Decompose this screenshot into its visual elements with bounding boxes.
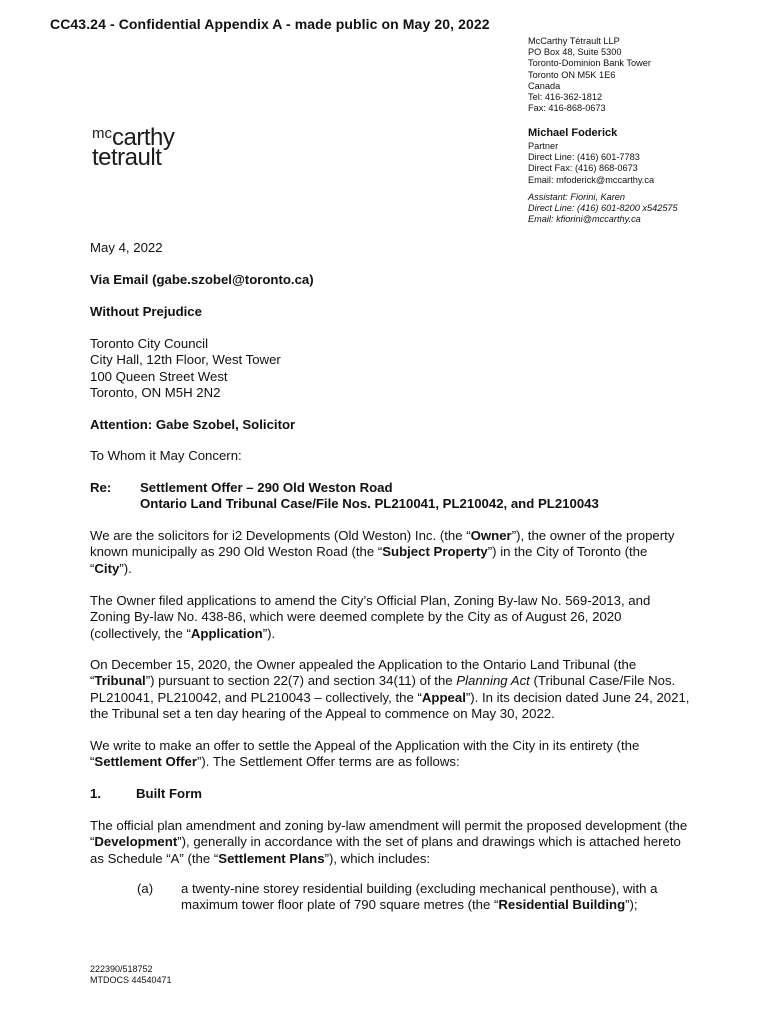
firm-tel: Tel: 416-362-1812: [528, 92, 603, 103]
list-item: [181, 881, 691, 914]
section-number: 1.: [90, 786, 101, 801]
defined-term: Appeal: [421, 689, 466, 705]
firm-address-line: PO Box 48, Suite 5300: [528, 47, 622, 58]
firm-address-line: Toronto-Dominion Bank Tower: [528, 58, 651, 69]
text-run: ”), generally in accordance with the set of plans and drawings which is attached hereto as Schedule “A” (the “: [90, 834, 681, 866]
text-run: On December 15, 2020, the Owner appealed the Application to the Ontario Land Tribunal (the “: [90, 657, 637, 689]
partner-email: Email: mfoderick@mccarthy.ca: [528, 174, 655, 185]
re-line: Ontario Land Tribunal Case/File Nos. PL210041, PL210042, and PL210043: [140, 496, 599, 512]
text-run: ”). In its decision dated June 24, 2021, the Tribunal set a ten day hearing of the Appeal to commence on May 30, 2022.: [90, 689, 690, 721]
firm-name: McCarthy Tétrault LLP: [528, 36, 620, 46]
logo-mc: mc: [92, 125, 112, 142]
text-run: The official plan amendment and zoning by-law amendment will permit the proposed development (the “: [90, 818, 688, 850]
document-footer: [90, 964, 172, 986]
section-title: Built Form: [136, 786, 202, 801]
text-run: ”). The Settlement Offer terms are as follows:: [197, 754, 460, 770]
paragraph-solicitors: [90, 528, 690, 577]
defined-term: Development: [94, 834, 178, 850]
defined-term: Application: [190, 625, 263, 641]
firm-address-block: [528, 36, 651, 114]
assistant-name: Assistant: Fiorini, Karen: [528, 192, 626, 202]
logo-tetrault: tetrault: [92, 144, 162, 171]
defined-term: Owner: [470, 528, 512, 543]
recipient-line: Toronto City Council: [90, 336, 209, 351]
paragraph-application: [90, 593, 690, 642]
defined-term: Residential Building: [498, 897, 626, 913]
text-run: ”);: [625, 897, 638, 913]
paragraph-offer: [90, 738, 690, 771]
partner-direct-line: Direct Line: (416) 601-7783: [528, 152, 640, 163]
recipient-address: [90, 336, 690, 401]
re-label: Re:: [90, 480, 112, 495]
firm-address-line: Toronto ON M5K 1E6: [528, 69, 616, 80]
text-run: a twenty-nine storey residential building (excluding mechanical penthouse), with a maximum tower floor plate of 790 square metres (the “: [181, 881, 658, 913]
partner-name: Michael Foderick: [528, 127, 618, 139]
footer-line: MTDOCS 44540471: [90, 975, 172, 985]
logo-carthy: carthy: [112, 124, 175, 151]
document-header: CC43.24 - Confidential Appendix A - made public on May 20, 2022: [50, 16, 490, 32]
assistant-email: Email: kfiorini@mccarthy.ca: [528, 214, 641, 225]
statute-name: Planning Act: [456, 673, 530, 689]
defined-term: Subject Property: [382, 544, 488, 560]
paragraph-built-form: [90, 818, 690, 867]
text-run: We are the solicitors for i2 Developments (Old Weston) Inc. (the “: [90, 528, 471, 543]
text-run: ”).: [262, 625, 276, 641]
without-prejudice: Without Prejudice: [90, 304, 202, 319]
list-item-label: (a): [137, 881, 154, 896]
text-run: ”), which includes:: [324, 850, 431, 866]
text-run: ”) pursuant to section 22(7) and section 34(11) of the: [145, 673, 457, 689]
defined-term: Tribunal: [94, 673, 146, 689]
recipient-line: Toronto, ON M5H 2N2: [90, 384, 221, 400]
letter-date: May 4, 2022: [90, 240, 163, 255]
defined-term: City: [94, 560, 120, 576]
recipient-line: City Hall, 12th Floor, West Tower: [90, 352, 281, 368]
text-run: ”) in the City of Toronto (the “: [90, 544, 648, 576]
recipient-line: 100 Queen Street West: [90, 368, 228, 384]
assistant-direct-line: Direct Line: (416) 601-8200 x542575: [528, 203, 678, 214]
via-email-line: Via Email (gabe.szobel@toronto.ca): [90, 272, 314, 287]
partner-direct-fax: Direct Fax: (416) 868-0673: [528, 163, 638, 174]
text-run: We write to make an offer to settle the Appeal of the Application with the City in its entirety (the “: [90, 738, 640, 770]
paragraph-appeal: [90, 657, 690, 722]
salutation: To Whom it May Concern:: [90, 448, 242, 463]
firm-country: Canada: [528, 80, 561, 91]
partner-title: Partner: [528, 141, 559, 151]
re-line: Settlement Offer – 290 Old Weston Road: [140, 480, 393, 495]
footer-line: 222390/518752: [90, 964, 153, 974]
defined-term: Settlement Offer: [94, 754, 197, 770]
text-run: (Tribunal Case/File Nos. PL210041, PL210042, and PL210043 – collectively, the “: [90, 673, 676, 705]
mccarthy-tetrault-logo: [92, 124, 175, 171]
text-run: ”), the owner of the property known municipally as 290 Old Weston Road (the “: [90, 528, 675, 560]
firm-fax: Fax: 416-868-0673: [528, 103, 606, 114]
defined-term: Settlement Plans: [218, 850, 325, 866]
text-run: ”).: [119, 560, 132, 576]
partner-block: [528, 126, 654, 186]
re-subject: [140, 480, 599, 513]
assistant-block: [528, 192, 678, 226]
attention-line: Attention: Gabe Szobel, Solicitor: [90, 417, 296, 432]
text-run: The Owner filed applications to amend the City’s Official Plan, Zoning By-law No. 569-2013, and Zoning By-law No. 438-86, which were deemed complete by the City as of August 26, 2020 (collectively, the “: [90, 593, 651, 641]
